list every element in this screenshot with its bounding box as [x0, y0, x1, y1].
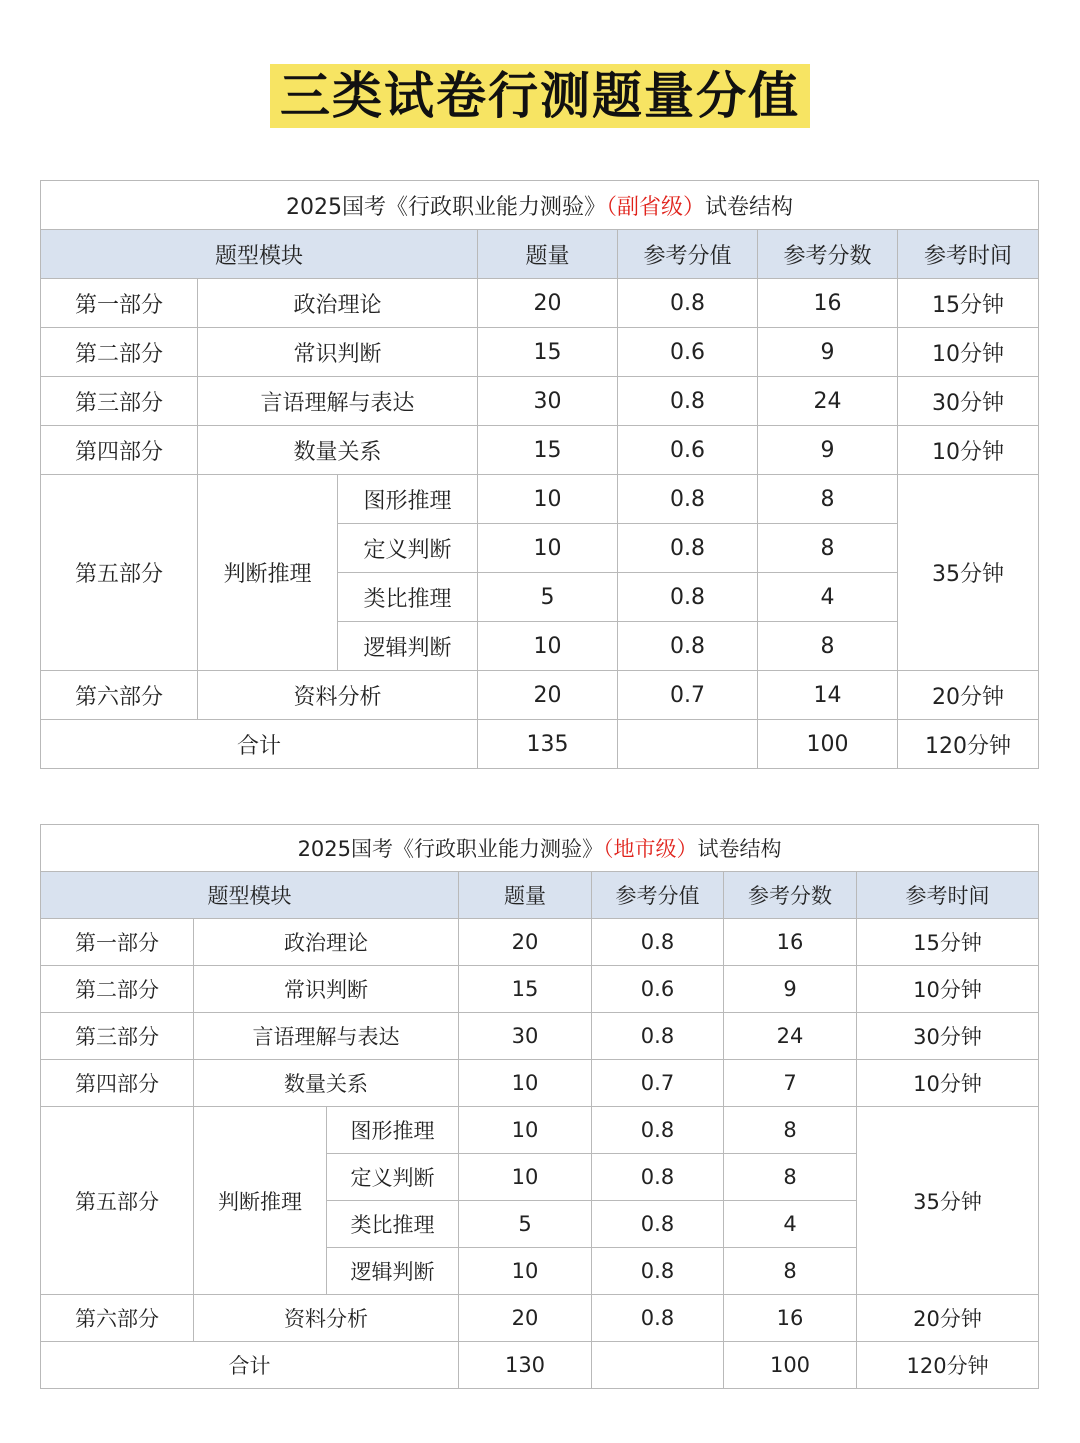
header-score: 参考分数: [758, 230, 898, 279]
exam-table-municipal: [40, 824, 1039, 1389]
score: 9: [758, 426, 898, 475]
header-row: [41, 872, 1039, 919]
part-label: 第四部分: [41, 1060, 194, 1107]
score: 8: [724, 1248, 857, 1295]
total-label: 合计: [41, 1342, 459, 1389]
total-value: [592, 1342, 724, 1389]
point-value: 0.8: [618, 279, 758, 328]
question-count: 15: [478, 426, 618, 475]
table-row: [41, 328, 1039, 377]
point-value: 0.8: [592, 1201, 724, 1248]
part-label: 第二部分: [41, 328, 198, 377]
score: 16: [758, 279, 898, 328]
part-label: 第六部分: [41, 1295, 194, 1342]
score: 8: [724, 1154, 857, 1201]
table-row: [41, 377, 1039, 426]
table-row: [41, 1295, 1039, 1342]
time: 10分钟: [857, 966, 1039, 1013]
total-label: 合计: [41, 720, 478, 769]
header-module: 题型模块: [41, 230, 478, 279]
total-time: 120分钟: [857, 1342, 1039, 1389]
point-value: 0.8: [592, 1295, 724, 1342]
time: 35分钟: [898, 475, 1039, 671]
caption-level: （副省级）: [606, 194, 706, 220]
score: 16: [724, 1295, 857, 1342]
caption-suffix: 试卷结构: [697, 837, 782, 861]
question-count: 5: [459, 1201, 592, 1248]
point-value: 0.8: [618, 377, 758, 426]
module-name: 判断推理: [198, 475, 338, 671]
table-caption-row: [41, 825, 1039, 872]
score: 8: [758, 524, 898, 573]
time: 30分钟: [898, 377, 1039, 426]
score: 7: [724, 1060, 857, 1107]
table-caption: [41, 181, 1039, 230]
question-count: 20: [478, 279, 618, 328]
sub-module-name: 逻辑判断: [327, 1248, 459, 1295]
score: 24: [758, 377, 898, 426]
score: 24: [724, 1013, 857, 1060]
module-name: 判断推理: [194, 1107, 327, 1295]
point-value: 0.8: [618, 622, 758, 671]
table-row: [41, 426, 1039, 475]
point-value: 0.8: [592, 1107, 724, 1154]
score: 8: [724, 1107, 857, 1154]
table-row: [41, 966, 1039, 1013]
score: 9: [758, 328, 898, 377]
point-value: 0.8: [592, 919, 724, 966]
sub-module-name: 定义判断: [338, 524, 478, 573]
sub-module-name: 类比推理: [327, 1201, 459, 1248]
sub-module-name: 图形推理: [327, 1107, 459, 1154]
total-score: 100: [758, 720, 898, 769]
time: 30分钟: [857, 1013, 1039, 1060]
score: 9: [724, 966, 857, 1013]
total-value: [618, 720, 758, 769]
total-score: 100: [724, 1342, 857, 1389]
table-row: [41, 1060, 1039, 1107]
table-row: [41, 671, 1039, 720]
module-name: 资料分析: [198, 671, 478, 720]
table-row: [41, 279, 1039, 328]
total-count: 135: [478, 720, 618, 769]
time: 20分钟: [898, 671, 1039, 720]
total-row: [41, 1342, 1039, 1389]
part-label: 第六部分: [41, 671, 198, 720]
module-name: 言语理解与表达: [198, 377, 478, 426]
point-value: 0.6: [592, 966, 724, 1013]
caption-prefix: 2025国考《行政职业能力测验》: [286, 194, 607, 220]
caption-prefix: 2025国考《行政职业能力测验》: [297, 837, 604, 861]
question-count: 10: [478, 622, 618, 671]
point-value: 0.8: [592, 1154, 724, 1201]
question-count: 10: [459, 1060, 592, 1107]
part-label: 第一部分: [41, 279, 198, 328]
score: 14: [758, 671, 898, 720]
module-name: 资料分析: [194, 1295, 459, 1342]
sub-module-name: 定义判断: [327, 1154, 459, 1201]
point-value: 0.6: [618, 426, 758, 475]
page-title: 三类试卷行测题量分值: [270, 64, 810, 128]
time: 10分钟: [857, 1060, 1039, 1107]
part-label: 第五部分: [41, 1107, 194, 1295]
score: 8: [758, 622, 898, 671]
header-count: 题量: [478, 230, 618, 279]
table-row: [41, 475, 1039, 524]
total-row: [41, 720, 1039, 769]
part-label: 第三部分: [41, 1013, 194, 1060]
question-count: 20: [478, 671, 618, 720]
header-count: 题量: [459, 872, 592, 919]
header-time: 参考时间: [857, 872, 1039, 919]
module-name: 数量关系: [194, 1060, 459, 1107]
sub-module-name: 类比推理: [338, 573, 478, 622]
question-count: 30: [478, 377, 618, 426]
table-row: [41, 1107, 1039, 1154]
module-name: 常识判断: [198, 328, 478, 377]
exam-table-provincial: [40, 180, 1039, 769]
header-module: 题型模块: [41, 872, 459, 919]
module-name: 数量关系: [198, 426, 478, 475]
table-row: [41, 1013, 1039, 1060]
point-value: 0.8: [592, 1013, 724, 1060]
module-name: 言语理解与表达: [194, 1013, 459, 1060]
sub-module-name: 逻辑判断: [338, 622, 478, 671]
table-caption: [41, 825, 1039, 872]
question-count: 10: [459, 1107, 592, 1154]
question-count: 15: [459, 966, 592, 1013]
question-count: 20: [459, 919, 592, 966]
point-value: 0.7: [618, 671, 758, 720]
point-value: 0.8: [618, 475, 758, 524]
caption-suffix: 试卷结构: [705, 194, 794, 220]
part-label: 第一部分: [41, 919, 194, 966]
question-count: 20: [459, 1295, 592, 1342]
sub-module-name: 图形推理: [338, 475, 478, 524]
point-value: 0.8: [592, 1248, 724, 1295]
time: 15分钟: [857, 919, 1039, 966]
time: 35分钟: [857, 1107, 1039, 1295]
question-count: 30: [459, 1013, 592, 1060]
module-name: 政治理论: [198, 279, 478, 328]
time: 20分钟: [857, 1295, 1039, 1342]
title-wrap: [0, 64, 1080, 128]
score: 4: [724, 1201, 857, 1248]
score: 8: [758, 475, 898, 524]
table-row: [41, 919, 1039, 966]
caption-level: （地市级）: [603, 837, 698, 861]
question-count: 10: [478, 475, 618, 524]
part-label: 第五部分: [41, 475, 198, 671]
question-count: 5: [478, 573, 618, 622]
module-name: 常识判断: [194, 966, 459, 1013]
part-label: 第二部分: [41, 966, 194, 1013]
question-count: 10: [459, 1154, 592, 1201]
point-value: 0.6: [618, 328, 758, 377]
total-time: 120分钟: [898, 720, 1039, 769]
score: 16: [724, 919, 857, 966]
header-value: 参考分值: [618, 230, 758, 279]
total-count: 130: [459, 1342, 592, 1389]
header-value: 参考分值: [592, 872, 724, 919]
header-score: 参考分数: [724, 872, 857, 919]
time: 15分钟: [898, 279, 1039, 328]
time: 10分钟: [898, 426, 1039, 475]
time: 10分钟: [898, 328, 1039, 377]
header-row: [41, 230, 1039, 279]
table-caption-row: [41, 181, 1039, 230]
score: 4: [758, 573, 898, 622]
point-value: 0.7: [592, 1060, 724, 1107]
point-value: 0.8: [618, 573, 758, 622]
question-count: 10: [478, 524, 618, 573]
part-label: 第三部分: [41, 377, 198, 426]
question-count: 10: [459, 1248, 592, 1295]
module-name: 政治理论: [194, 919, 459, 966]
point-value: 0.8: [618, 524, 758, 573]
header-time: 参考时间: [898, 230, 1039, 279]
part-label: 第四部分: [41, 426, 198, 475]
question-count: 15: [478, 328, 618, 377]
